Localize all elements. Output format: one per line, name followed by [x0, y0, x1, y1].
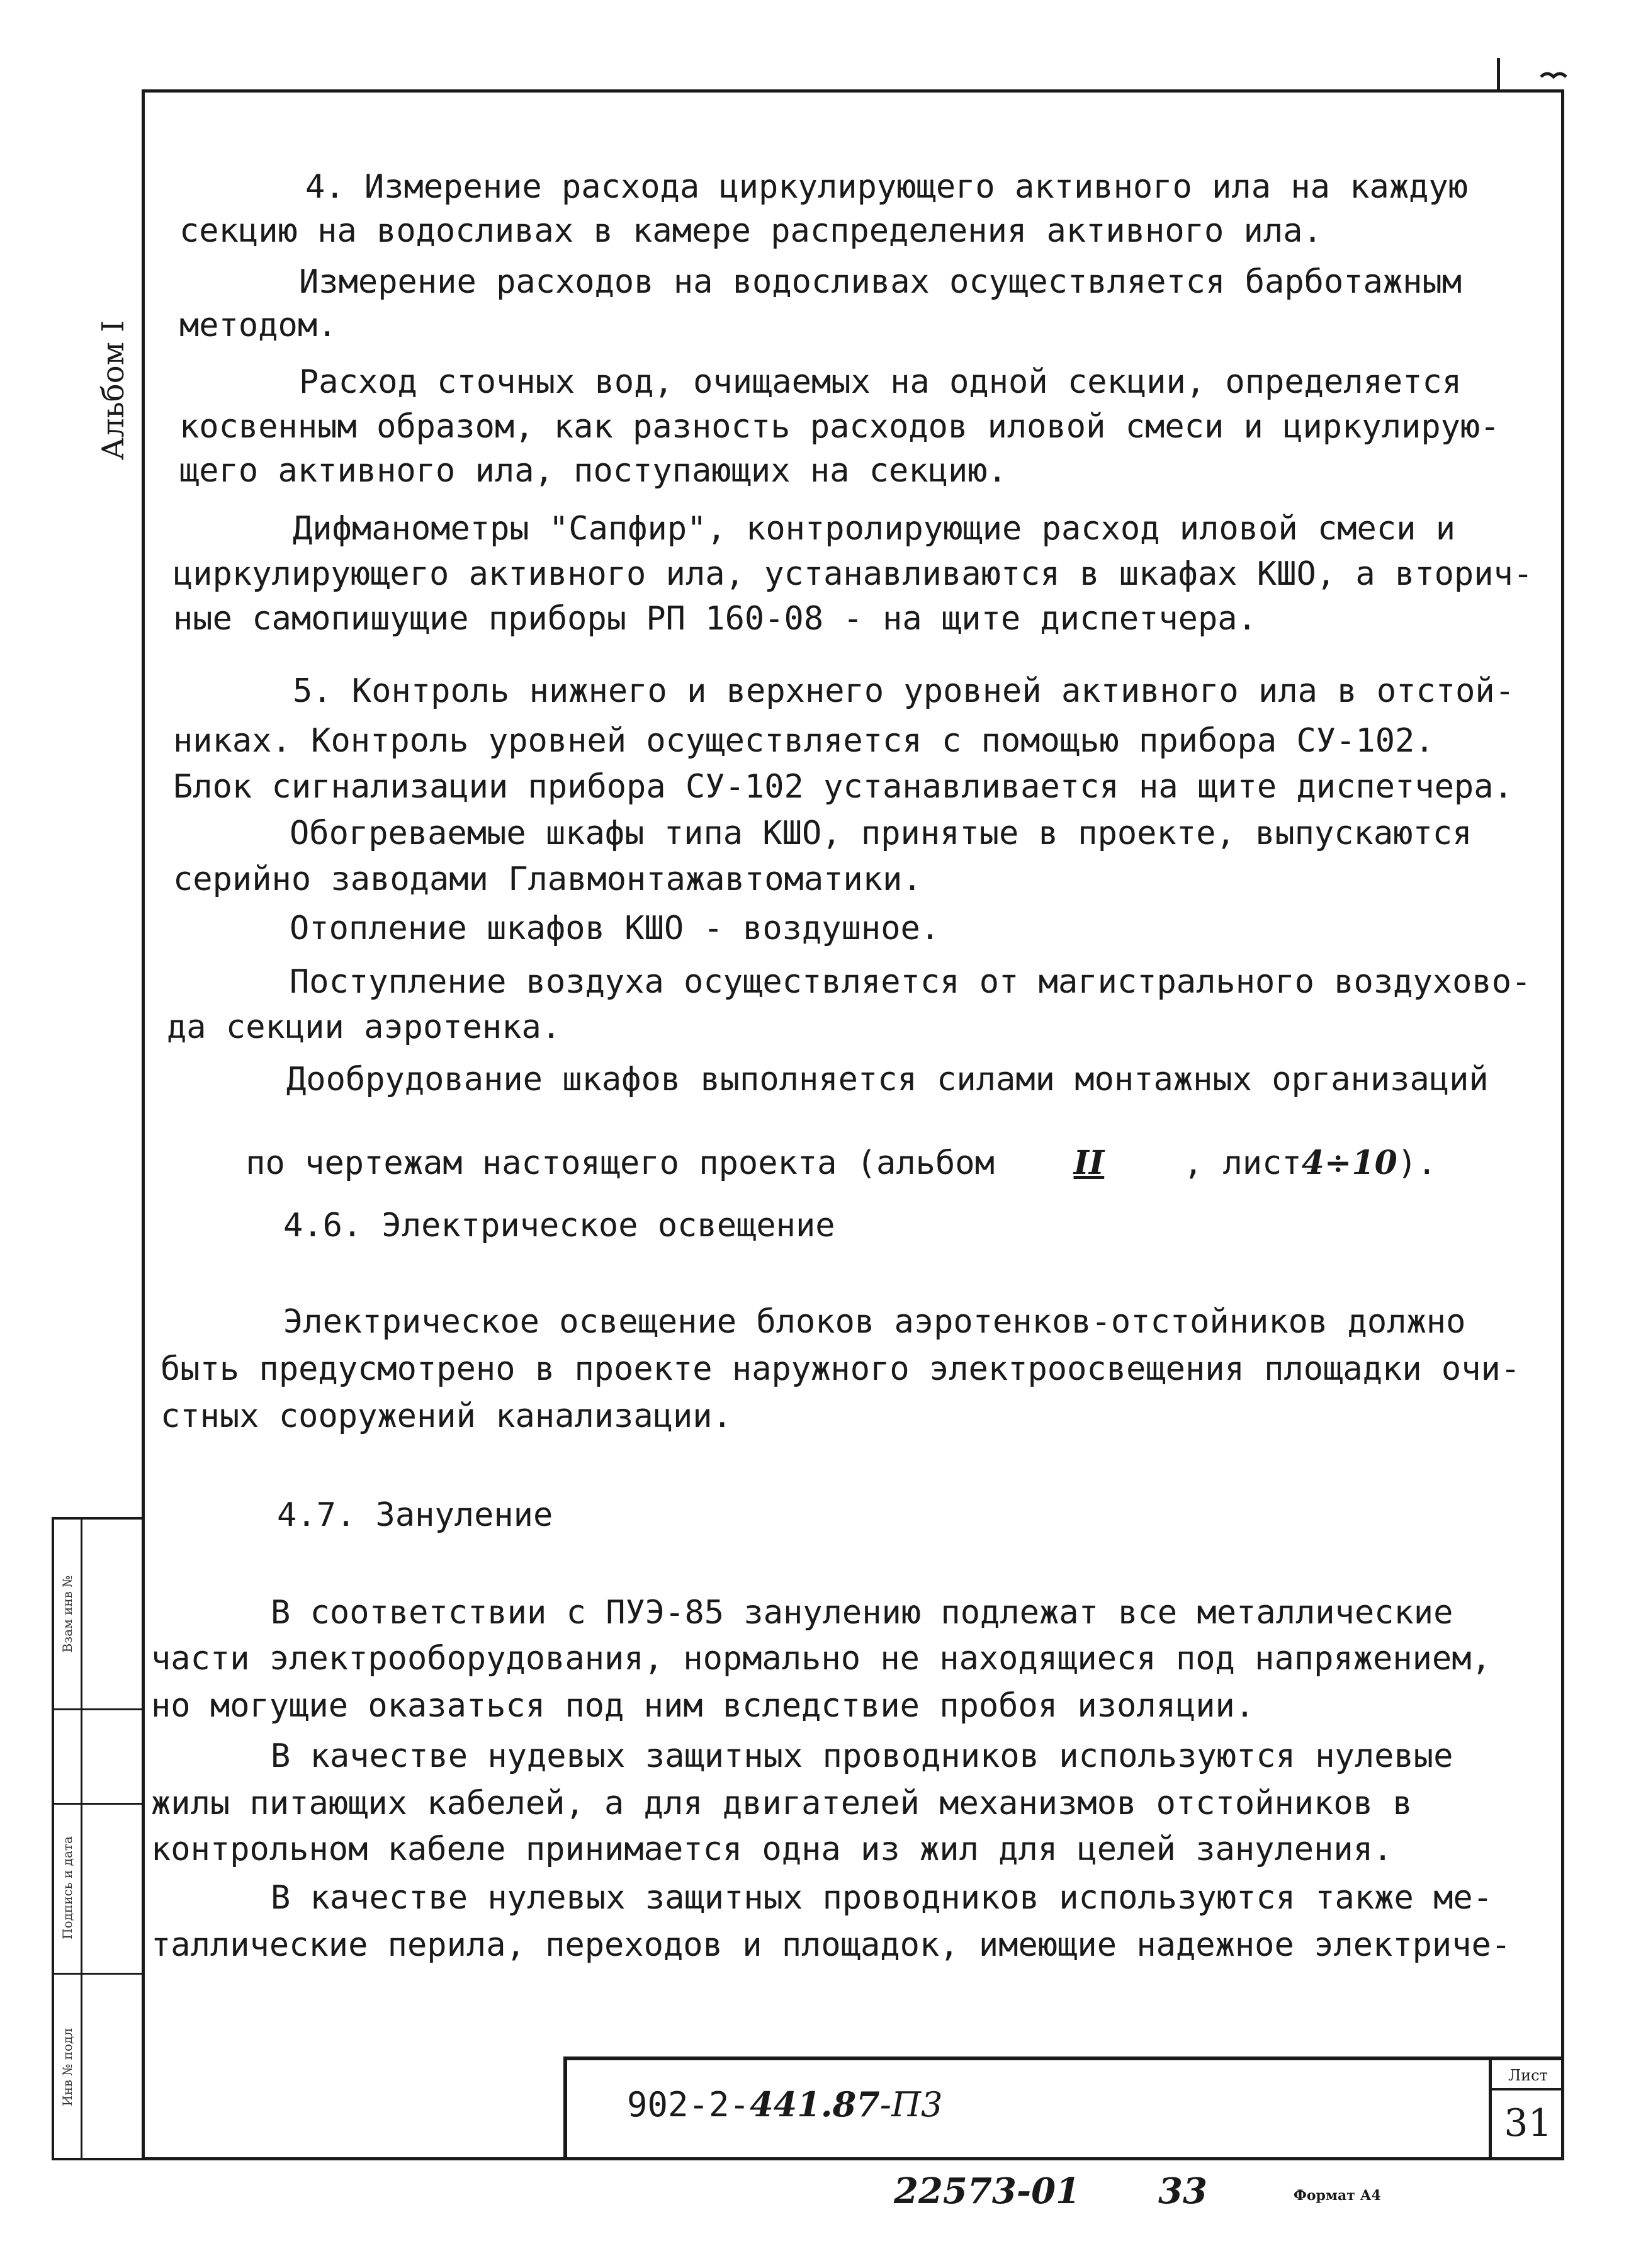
drawing-code: 902-2-441.87-П3: [627, 2084, 943, 2124]
text-line: В соответствии с ПУЭ-85 занулению подлежат все металлические: [271, 1594, 1453, 1632]
text-line: Расход сточных вод, очищаемых на одной секции, определяется: [299, 363, 1462, 401]
top-corner-mark: [1497, 58, 1572, 89]
section-heading-4-7: 4.7. Зануление: [277, 1496, 553, 1534]
text-line: Дифманометры "Сапфир", контролирующие расход иловой смеси и: [293, 510, 1456, 548]
text-line: контрольном кабеле принимается одна из жил для целей зануления.: [151, 1831, 1393, 1868]
text-line: Электрическое освещение блоков аэротенков-отстойников должно: [283, 1303, 1466, 1341]
text-line: секцию на водосливах в камере распределения активного ила.: [179, 212, 1323, 250]
sheet-label: Лист: [1492, 2060, 1564, 2090]
album-margin-label: Альбом I: [96, 320, 131, 461]
text-span: , лист: [1183, 1144, 1302, 1182]
text-line: серийно заводами Главмонтажавтоматики.: [173, 860, 922, 898]
section-heading-4-6: 4.6. Электрическое освещение: [283, 1207, 835, 1244]
text-line: методом.: [179, 307, 337, 344]
text-line: щего активного ила, поступающих на секцию.: [179, 452, 1007, 490]
side-label-inv-orig: Инв № подл: [60, 2028, 75, 2107]
text-line: циркулирующего активного ила, устанавливаются в шкафах КШО, а вторич-: [173, 555, 1533, 593]
text-line: 4. Измерение расхода циркулирующего активного ила на каждую: [305, 168, 1469, 206]
text-line: Обогреваемые шкафы типа КШО, принятые в проекте, выпускаются: [290, 815, 1472, 852]
inventory-number: 22573-01: [894, 2170, 1080, 2212]
text-line: таллические перила, переходов и площадок, имеющие надежное электриче-: [151, 1926, 1511, 1964]
text-line: никах. Контроль уровней осуществляется с помощью прибора СУ-102.: [173, 722, 1435, 760]
text-line: да секции аэротенка.: [167, 1008, 561, 1046]
sheet-number: 31: [1504, 2101, 1552, 2145]
text-line: 5. Контроль нижнего и верхнего уровней активного ила в отстой-: [293, 672, 1515, 710]
text-line: но могущие оказаться под ним вследствие пробоя изоляции.: [151, 1687, 1255, 1725]
text-line: Блок сигнализации прибора СУ-102 устанавливается на щите диспетчера.: [173, 768, 1513, 806]
text-line: Дообрудование шкафов выполняется силами монтажных организаций: [286, 1061, 1489, 1098]
text-span: ).: [1397, 1144, 1437, 1182]
text-line: жилы питающих кабелей, а для двигателей механизмов отстойников в: [151, 1785, 1413, 1822]
text-line: быть предусмотрено в проекте наружного электроосвещения площадки очи-: [161, 1350, 1521, 1388]
side-label-signature: Подпись и дата: [60, 1836, 75, 1939]
text-line: косвенным образом, как разность расходов иловой смеси и циркулирую-: [179, 408, 1500, 446]
handwritten-sheet-range: 4÷10: [1301, 1144, 1397, 1182]
page-number: 33: [1158, 2170, 1207, 2212]
text-line: [167, 1107, 1436, 1220]
text-line: Поступление воздуха осуществляется от магистрального воздухово-: [290, 963, 1532, 1001]
text-line: Отопление шкафов КШО - воздушное.: [290, 910, 940, 947]
text-line: части электрооборудования, нормально не находящиеся под напряжением,: [151, 1640, 1491, 1678]
side-stamp: [52, 1517, 142, 2160]
format-label: Формат А4: [1294, 2187, 1381, 2204]
title-block: [563, 2056, 1564, 2160]
text-line: стных сооружений канализации.: [161, 1397, 732, 1435]
sheet-number-box: [1489, 2060, 1564, 2160]
handwritten-album: II: [1073, 1144, 1105, 1182]
text-line: В качестве нулевых защитных проводников используются также ме-: [271, 1879, 1493, 1917]
text-line: Измерение расходов на водосливах осуществляется барботажным: [299, 263, 1462, 301]
text-line: В качестве нудевых защитных проводников используются нулевые: [271, 1737, 1453, 1775]
text-span: по чертежам настоящего проекта (альбом: [245, 1144, 995, 1182]
side-label-replace-inv: Взам инв №: [60, 1575, 75, 1653]
text-line: ные самопишущие приборы РП 160-08 - на щите диспетчера.: [173, 600, 1257, 638]
